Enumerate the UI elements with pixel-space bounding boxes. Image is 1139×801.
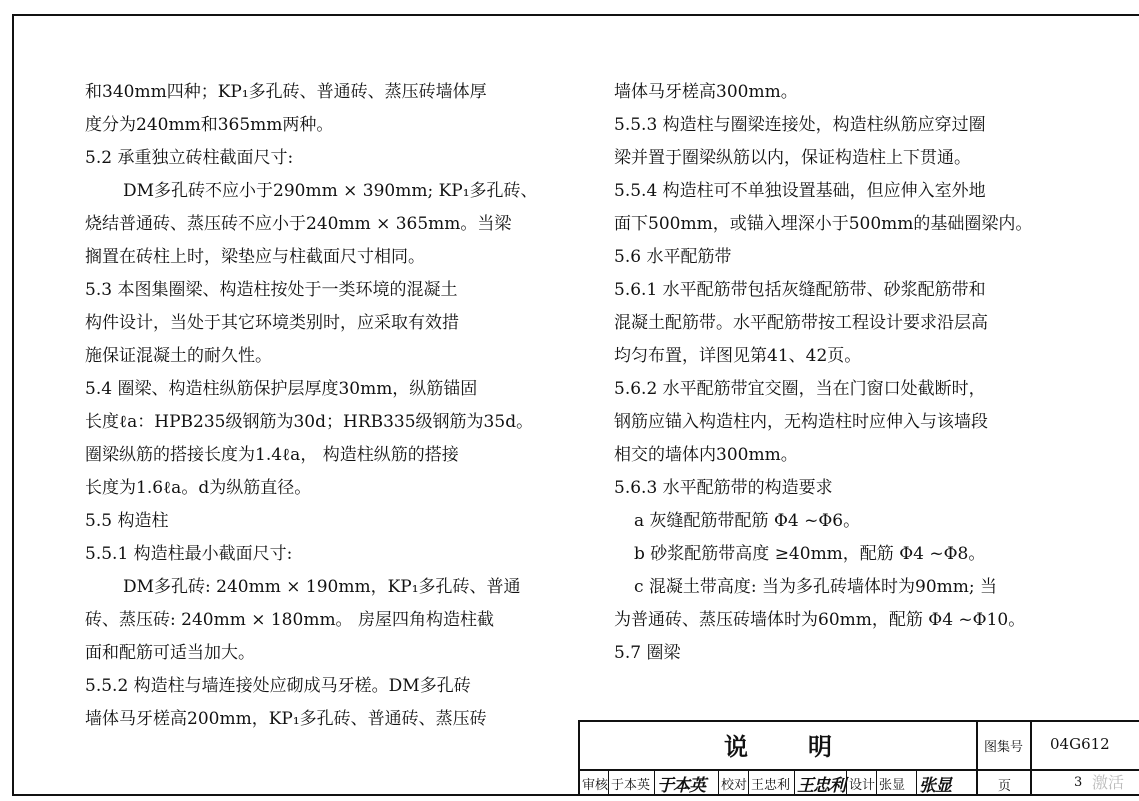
text-line: b 砂浆配筋带高度 ≥40mm，配筋 Φ4 ~Φ8。 bbox=[634, 544, 986, 564]
drawing-title: 说明 bbox=[724, 732, 892, 761]
text-line: 相交的墙体内300mm。 bbox=[614, 445, 798, 465]
text-line: 5.5 构造柱 bbox=[85, 511, 169, 531]
design-signature: 张显 bbox=[919, 776, 951, 796]
text-line: 5.5.4 构造柱可不单独设置基础，但应伸入室外地 bbox=[614, 181, 986, 201]
check-label: 校对 bbox=[719, 771, 749, 796]
text-line: a 灰缝配筋带配筋 Φ4 ~Φ6。 bbox=[634, 511, 861, 531]
text-line: 5.6.2 水平配筋带宜交圈，当在门窗口处截断时， bbox=[614, 379, 986, 399]
atlas-no-label: 图集号 bbox=[984, 740, 1024, 755]
page-no: 3 bbox=[1074, 775, 1083, 790]
text-line: 5.6 水平配筋带 bbox=[614, 247, 732, 267]
design-label: 设计 bbox=[847, 771, 877, 796]
atlas-no: 04G612 bbox=[1050, 735, 1110, 753]
text-line: 梁并置于圈梁纵筋以内，保证构造柱上下贯通。 bbox=[614, 148, 971, 168]
text-line: 5.7 圈梁 bbox=[614, 643, 681, 663]
activation-watermark: 激活 bbox=[1092, 773, 1125, 792]
review-name: 于本英 bbox=[609, 771, 655, 796]
text-line: 构件设计，当处于其它环境类别时，应采取有效措 bbox=[85, 313, 459, 333]
title-block bbox=[578, 720, 1139, 796]
signature-row bbox=[578, 771, 978, 796]
text-line: 5.5.3 构造柱与圈梁连接处，构造柱纵筋应穿过圈 bbox=[614, 115, 986, 135]
divider bbox=[1030, 720, 1032, 796]
text-line: 度分为240mm和365mm两种。 bbox=[85, 115, 334, 135]
text-line: 面下500mm，或锚入埋深小于500mm的基础圈梁内。 bbox=[614, 214, 1033, 234]
page-label: 页 bbox=[998, 779, 1012, 794]
text-line: 为普通砖、蒸压砖墙体时为60mm，配筋 Φ4 ~Φ10。 bbox=[614, 610, 1026, 630]
text-line: 5.5.2 构造柱与墙连接处应砌成马牙槎。DM多孔砖 bbox=[85, 676, 471, 696]
text-line: 长度为1.6ℓa。d为纵筋直径。 bbox=[85, 478, 312, 498]
text-line: DM多孔砖: 240mm × 190mm，KP₁多孔砖、普通 bbox=[123, 577, 521, 597]
text-line: 砖、蒸压砖: 240mm × 180mm。 房屋四角构造柱截 bbox=[85, 610, 494, 630]
text-line: 混凝土配筋带。水平配筋带按工程设计要求沿层高 bbox=[614, 313, 988, 333]
text-line: 搁置在砖柱上时，梁垫应与柱截面尺寸相同。 bbox=[85, 247, 425, 267]
text-line: 施保证混凝土的耐久性。 bbox=[85, 346, 272, 366]
text-line: 面和配筋可适当加大。 bbox=[85, 643, 255, 663]
text-line: 圈梁纵筋的搭接长度为1.4ℓa， 构造柱纵筋的搭接 bbox=[85, 445, 459, 465]
review-label: 审核 bbox=[580, 771, 609, 796]
check-signature: 王忠利 bbox=[795, 771, 847, 796]
text-line: 5.6.1 水平配筋带包括灰缝配筋带、砂浆配筋带和 bbox=[614, 280, 986, 300]
text-line: 墙体马牙槎高300mm。 bbox=[614, 82, 798, 102]
text-line: 5.3 本图集圈梁、构造柱按处于一类环境的混凝土 bbox=[85, 280, 458, 300]
text-line: c 混凝土带高度: 当为多孔砖墙体时为90mm; 当 bbox=[634, 577, 998, 597]
left-column bbox=[85, 76, 555, 736]
text-line: 钢筋应锚入构造柱内，无构造柱时应伸入与该墙段 bbox=[614, 412, 988, 432]
text-line: 5.2 承重独立砖柱截面尺寸: bbox=[85, 148, 294, 168]
text-line: 5.6.3 水平配筋带的构造要求 bbox=[614, 478, 833, 498]
check-name: 王忠利 bbox=[749, 771, 795, 796]
text-line: DM多孔砖不应小于290mm × 390mm; KP₁多孔砖、 bbox=[123, 181, 538, 201]
text-line: 均匀布置，详图见第41、42页。 bbox=[614, 346, 862, 366]
design-name: 张显 bbox=[877, 771, 917, 796]
text-line: 和340mm四种；KP₁多孔砖、普通砖、蒸压砖墙体厚 bbox=[85, 82, 487, 102]
text-line: 5.5.1 构造柱最小截面尺寸: bbox=[85, 544, 293, 564]
text-line: 5.4 圈梁、构造柱纵筋保护层厚度30mm，纵筋锚固 bbox=[85, 379, 478, 399]
right-column bbox=[614, 76, 1084, 670]
text-line: 长度ℓa：HPB235级钢筋为30d；HRB335级钢筋为35d。 bbox=[85, 412, 534, 432]
text-line: 墙体马牙槎高200mm，KP₁多孔砖、普通砖、蒸压砖 bbox=[85, 709, 487, 729]
review-signature: 于本英 bbox=[655, 771, 719, 796]
text-line: 烧结普通砖、蒸压砖不应小于240mm × 365mm。当梁 bbox=[85, 214, 512, 234]
